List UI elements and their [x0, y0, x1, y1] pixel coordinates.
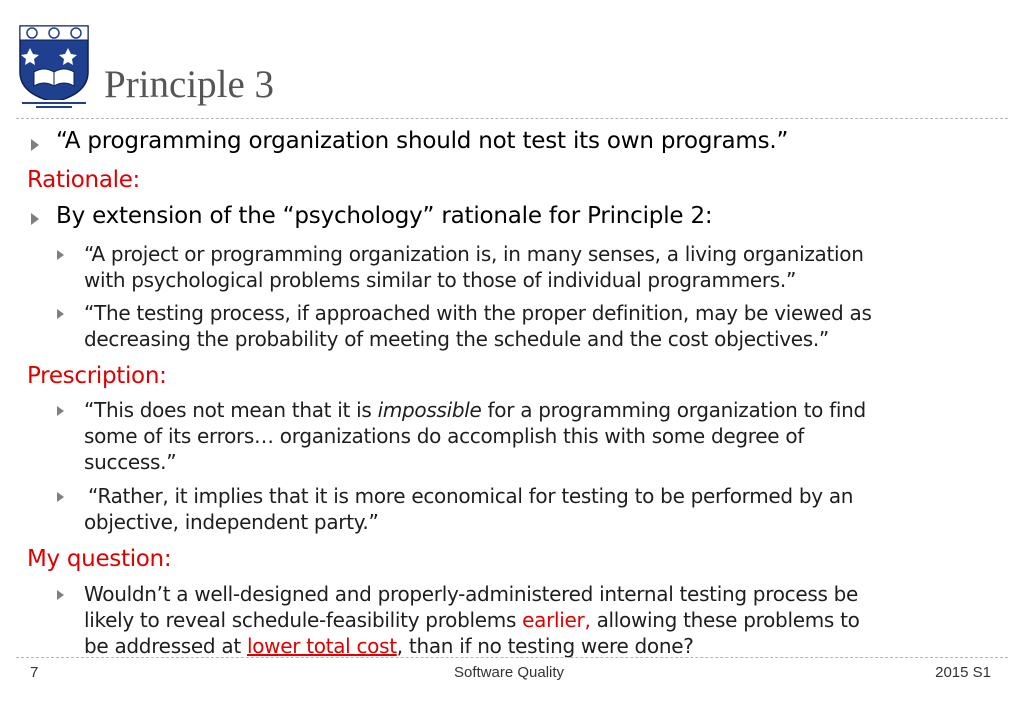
footer-term: 2015 S1	[935, 664, 991, 681]
sub-bullet-icon	[57, 309, 64, 319]
bullet-icon	[31, 213, 39, 225]
sub-bullet-icon	[57, 492, 64, 502]
slide-title: Principle 3	[104, 63, 275, 106]
prescription-2-line-1: “Rather, it implies that it is more economical for testing to be performed by an	[88, 484, 854, 508]
title-divider	[16, 118, 1008, 119]
principle-quote: “A programming organization should not test its own programs.”	[56, 128, 789, 154]
prescription-1-line-3: success.”	[84, 450, 177, 474]
prescription-1-line-2: some of its errors… organizations do accomplish this with some degree of	[84, 424, 805, 448]
rationale-point-2-line-2: decreasing the probability of meeting the schedule and the cost objectives.”	[84, 327, 829, 351]
page-number: 7	[30, 664, 39, 681]
footer-course-title: Software Quality	[454, 664, 565, 681]
question-line-1: Wouldn’t a well-designed and properly-administered internal testing process be	[84, 582, 859, 606]
question-line-3: be addressed at lower total cost, than if no testing were done?	[84, 634, 694, 658]
rationale-point-1-line-1: “A project or programming organization is, in many senses, a living organization	[84, 242, 864, 266]
highlight-lower-total-cost: lower total cost	[246, 634, 397, 658]
sub-bullet-icon	[57, 250, 64, 260]
question-line-2: likely to reveal schedule-feasibility problems earlier, allowing these problems to	[84, 608, 860, 632]
question-heading: My question:	[27, 546, 172, 572]
rationale-heading: Rationale:	[27, 167, 141, 193]
prescription-1-line-1: “This does not mean that it is impossible for a programming organization to find	[84, 398, 866, 422]
rationale-point-1-line-2: with psychological problems similar to those of individual programmers.”	[84, 268, 797, 292]
highlight-earlier: earlier,	[522, 608, 591, 632]
prescription-heading: Prescription:	[27, 363, 167, 389]
footer-divider	[16, 657, 1008, 658]
sub-bullet-icon	[57, 590, 64, 600]
rationale-intro: By extension of the “psychology” rationale for Principle 2:	[56, 203, 713, 229]
prescription-2-line-2: objective, independent party.”	[84, 510, 379, 534]
sub-bullet-icon	[57, 406, 64, 416]
rationale-point-2-line-1: “The testing process, if approached with the proper definition, may be viewed as	[84, 301, 872, 325]
bullet-icon	[31, 139, 39, 151]
university-crest-logo	[16, 22, 92, 110]
